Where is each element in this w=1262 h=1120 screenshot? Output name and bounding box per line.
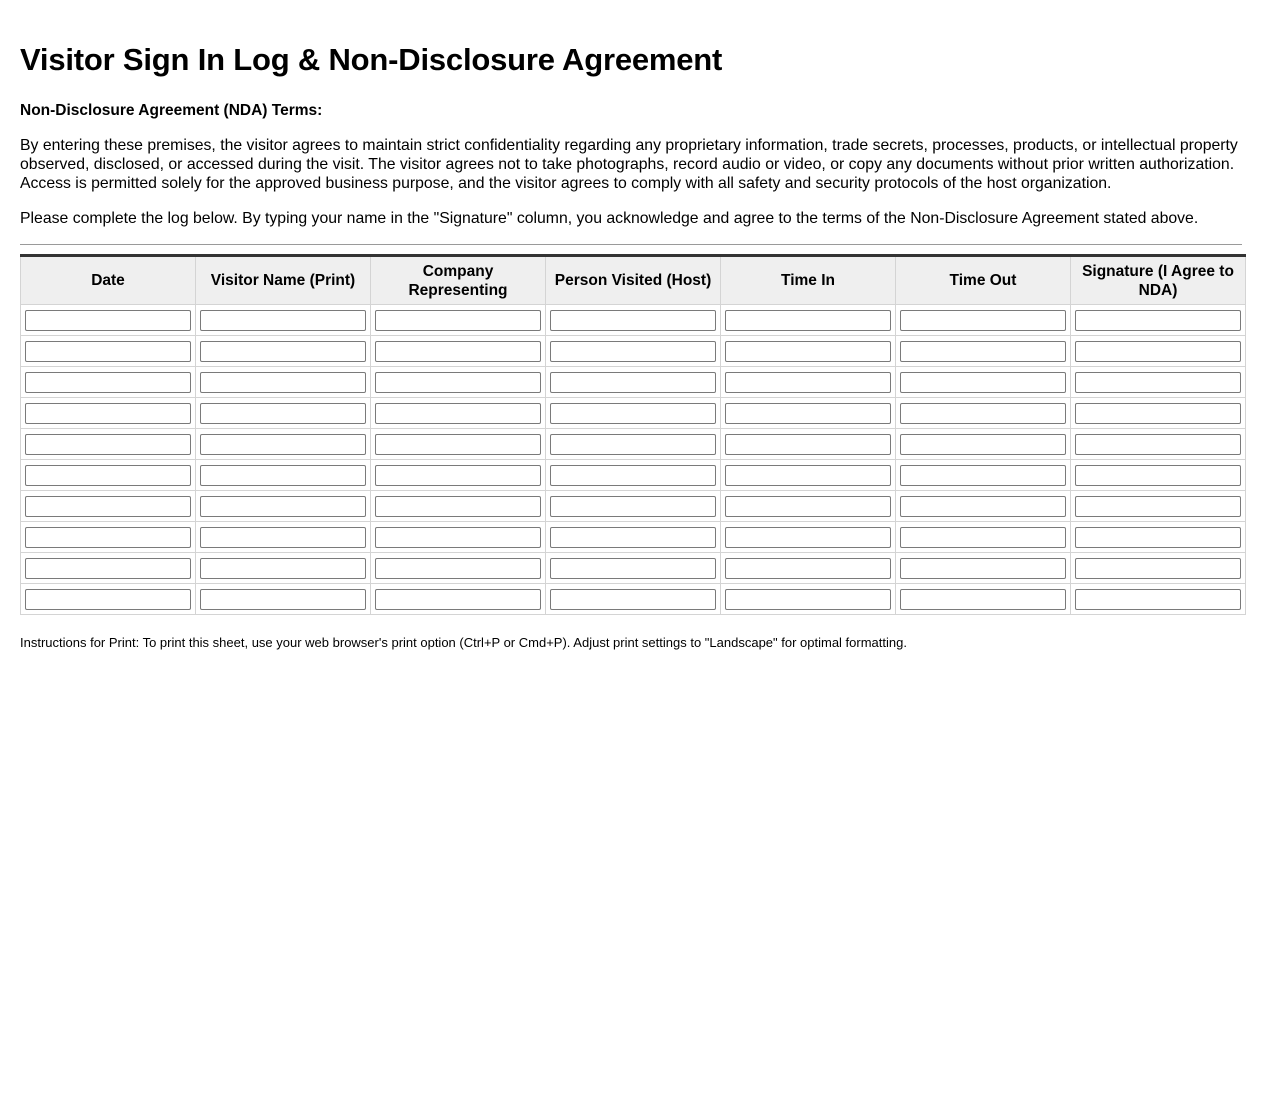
- log-instructions: Please complete the log below. By typing your name in the "Signature" column, you acknowledge and agree to the terms of the Non-Disclosure Agreement stated above.: [20, 210, 1199, 227]
- table-cell: [196, 491, 371, 522]
- table-cell: [371, 522, 546, 553]
- host-input[interactable]: [550, 434, 716, 455]
- date-input[interactable]: [25, 403, 191, 424]
- table-cell: [1071, 398, 1246, 429]
- table-cell: [1071, 429, 1246, 460]
- table-cell: [1071, 305, 1246, 336]
- date-input[interactable]: [25, 372, 191, 393]
- host-input[interactable]: [550, 465, 716, 486]
- signature-input[interactable]: [1075, 558, 1241, 579]
- table-row: [21, 491, 1246, 522]
- column-header-date: Date: [21, 256, 196, 305]
- company-input[interactable]: [375, 372, 541, 393]
- date-input[interactable]: [25, 589, 191, 610]
- table-cell: [546, 460, 721, 491]
- table-cell: [896, 429, 1071, 460]
- host-input[interactable]: [550, 527, 716, 548]
- visitor-name-input[interactable]: [200, 496, 366, 517]
- table-cell: [721, 522, 896, 553]
- table-cell: [1071, 460, 1246, 491]
- company-input[interactable]: [375, 558, 541, 579]
- table-cell: [546, 553, 721, 584]
- nda-terms-heading: Non-Disclosure Agreement (NDA) Terms:: [20, 102, 323, 119]
- table-cell: [1071, 584, 1246, 615]
- table-cell: [546, 522, 721, 553]
- time-out-input[interactable]: [900, 372, 1066, 393]
- time-out-input[interactable]: [900, 465, 1066, 486]
- table-cell: [896, 460, 1071, 491]
- column-header-company: Company Representing: [371, 256, 546, 305]
- table-cell: [371, 305, 546, 336]
- table-cell: [721, 429, 896, 460]
- time-out-input[interactable]: [900, 496, 1066, 517]
- table-cell: [21, 584, 196, 615]
- table-cell: [371, 429, 546, 460]
- signature-input[interactable]: [1075, 403, 1241, 424]
- table-cell: [896, 336, 1071, 367]
- time-out-input[interactable]: [900, 310, 1066, 331]
- time-in-input[interactable]: [725, 434, 891, 455]
- column-header-time-out: Time Out: [896, 256, 1071, 305]
- date-input[interactable]: [25, 527, 191, 548]
- company-input[interactable]: [375, 403, 541, 424]
- table-cell: [371, 367, 546, 398]
- column-header-visitor-name: Visitor Name (Print): [196, 256, 371, 305]
- table-cell: [1071, 367, 1246, 398]
- date-input[interactable]: [25, 496, 191, 517]
- company-input[interactable]: [375, 310, 541, 331]
- table-cell: [1071, 491, 1246, 522]
- time-in-input[interactable]: [725, 403, 891, 424]
- company-input[interactable]: [375, 434, 541, 455]
- time-in-input[interactable]: [725, 341, 891, 362]
- table-cell: [196, 584, 371, 615]
- time-out-input[interactable]: [900, 589, 1066, 610]
- table-cell: [21, 398, 196, 429]
- table-cell: [21, 367, 196, 398]
- table-cell: [721, 584, 896, 615]
- table-cell: [196, 305, 371, 336]
- table-cell: [371, 398, 546, 429]
- column-header-time-in: Time In: [721, 256, 896, 305]
- table-cell: [1071, 336, 1246, 367]
- signature-input[interactable]: [1075, 589, 1241, 610]
- company-input[interactable]: [375, 465, 541, 486]
- visitor-log-table: [20, 254, 1246, 615]
- nda-terms-text: By entering these premises, the visitor agrees to maintain strict confidentiality regarding any proprietary information, trade secrets, processes, products, or intellectual property observed, disclosed, or accessed during the visit. The visitor agrees not to take photographs, record audio or video, or copy any documents without prior written authorization. Access is permitted solely for the approved business purpose, and the visitor agrees to comply with all safety and security protocols of the host organization.: [20, 137, 1238, 192]
- time-in-input[interactable]: [725, 465, 891, 486]
- date-input[interactable]: [25, 310, 191, 331]
- table-cell: [896, 584, 1071, 615]
- table-cell: [371, 584, 546, 615]
- table-row: [21, 460, 1246, 491]
- visitor-name-input[interactable]: [200, 589, 366, 610]
- visitor-name-input[interactable]: [200, 558, 366, 579]
- table-cell: [196, 367, 371, 398]
- host-input[interactable]: [550, 558, 716, 579]
- table-cell: [371, 491, 546, 522]
- signature-input[interactable]: [1075, 434, 1241, 455]
- table-cell: [721, 336, 896, 367]
- table-row: [21, 584, 1246, 615]
- date-input[interactable]: [25, 558, 191, 579]
- table-cell: [721, 553, 896, 584]
- visitor-name-input[interactable]: [200, 403, 366, 424]
- company-input[interactable]: [375, 341, 541, 362]
- date-input[interactable]: [25, 465, 191, 486]
- visitor-name-input[interactable]: [200, 310, 366, 331]
- host-input[interactable]: [550, 341, 716, 362]
- signature-input[interactable]: [1075, 496, 1241, 517]
- table-cell: [21, 336, 196, 367]
- table-cell: [21, 429, 196, 460]
- table-cell: [196, 398, 371, 429]
- time-in-input[interactable]: [725, 372, 891, 393]
- table-cell: [546, 398, 721, 429]
- table-cell: [546, 305, 721, 336]
- table-row: [21, 305, 1246, 336]
- table-row: [21, 553, 1246, 584]
- table-row: [21, 522, 1246, 553]
- signature-input[interactable]: [1075, 341, 1241, 362]
- host-input[interactable]: [550, 589, 716, 610]
- table-cell: [21, 522, 196, 553]
- table-cell: [721, 491, 896, 522]
- table-row: [21, 398, 1246, 429]
- time-in-input[interactable]: [725, 558, 891, 579]
- page-title: Visitor Sign In Log & Non-Disclosure Agreement: [20, 42, 723, 77]
- visitor-name-input[interactable]: [200, 372, 366, 393]
- table-cell: [196, 553, 371, 584]
- date-input[interactable]: [25, 341, 191, 362]
- signature-input[interactable]: [1075, 465, 1241, 486]
- time-in-input[interactable]: [725, 527, 891, 548]
- table-cell: [196, 429, 371, 460]
- host-input[interactable]: [550, 403, 716, 424]
- company-input[interactable]: [375, 496, 541, 517]
- table-cell: [371, 336, 546, 367]
- table-row: [21, 336, 1246, 367]
- signature-input[interactable]: [1075, 527, 1241, 548]
- table-cell: [546, 491, 721, 522]
- table-cell: [21, 460, 196, 491]
- print-instructions: Instructions for Print: To print this sheet, use your web browser's print option (Ctrl+P or Cmd+P). Adjust print settings to "Landscape" for optimal formatting.: [20, 635, 907, 650]
- table-cell: [21, 553, 196, 584]
- table-cell: [1071, 522, 1246, 553]
- time-out-input[interactable]: [900, 558, 1066, 579]
- table-cell: [896, 398, 1071, 429]
- table-cell: [371, 460, 546, 491]
- signature-input[interactable]: [1075, 310, 1241, 331]
- time-out-input[interactable]: [900, 341, 1066, 362]
- time-in-input[interactable]: [725, 589, 891, 610]
- section-divider: [20, 244, 1242, 245]
- host-input[interactable]: [550, 496, 716, 517]
- table-header-row: [21, 256, 1246, 305]
- table-cell: [196, 336, 371, 367]
- time-in-input[interactable]: [725, 310, 891, 331]
- table-cell: [896, 367, 1071, 398]
- visitor-name-input[interactable]: [200, 465, 366, 486]
- time-in-input[interactable]: [725, 496, 891, 517]
- table-cell: [546, 336, 721, 367]
- table-cell: [896, 553, 1071, 584]
- table-cell: [721, 367, 896, 398]
- table-cell: [721, 305, 896, 336]
- host-input[interactable]: [550, 310, 716, 331]
- visitor-log-body: [21, 305, 1246, 615]
- table-cell: [721, 460, 896, 491]
- time-out-input[interactable]: [900, 403, 1066, 424]
- table-row: [21, 367, 1246, 398]
- table-cell: [371, 553, 546, 584]
- column-header-host: Person Visited (Host): [546, 256, 721, 305]
- table-cell: [196, 522, 371, 553]
- company-input[interactable]: [375, 589, 541, 610]
- table-cell: [546, 584, 721, 615]
- host-input[interactable]: [550, 372, 716, 393]
- table-cell: [546, 367, 721, 398]
- date-input[interactable]: [25, 434, 191, 455]
- time-out-input[interactable]: [900, 434, 1066, 455]
- table-cell: [21, 491, 196, 522]
- time-out-input[interactable]: [900, 527, 1066, 548]
- table-cell: [546, 429, 721, 460]
- visitor-name-input[interactable]: [200, 341, 366, 362]
- signature-input[interactable]: [1075, 372, 1241, 393]
- table-cell: [21, 305, 196, 336]
- table-cell: [896, 491, 1071, 522]
- table-cell: [896, 305, 1071, 336]
- table-cell: [196, 460, 371, 491]
- company-input[interactable]: [375, 527, 541, 548]
- visitor-name-input[interactable]: [200, 527, 366, 548]
- table-row: [21, 429, 1246, 460]
- visitor-name-input[interactable]: [200, 434, 366, 455]
- table-cell: [721, 398, 896, 429]
- column-header-signature: Signature (I Agree to NDA): [1071, 256, 1246, 305]
- table-cell: [1071, 553, 1246, 584]
- table-cell: [896, 522, 1071, 553]
